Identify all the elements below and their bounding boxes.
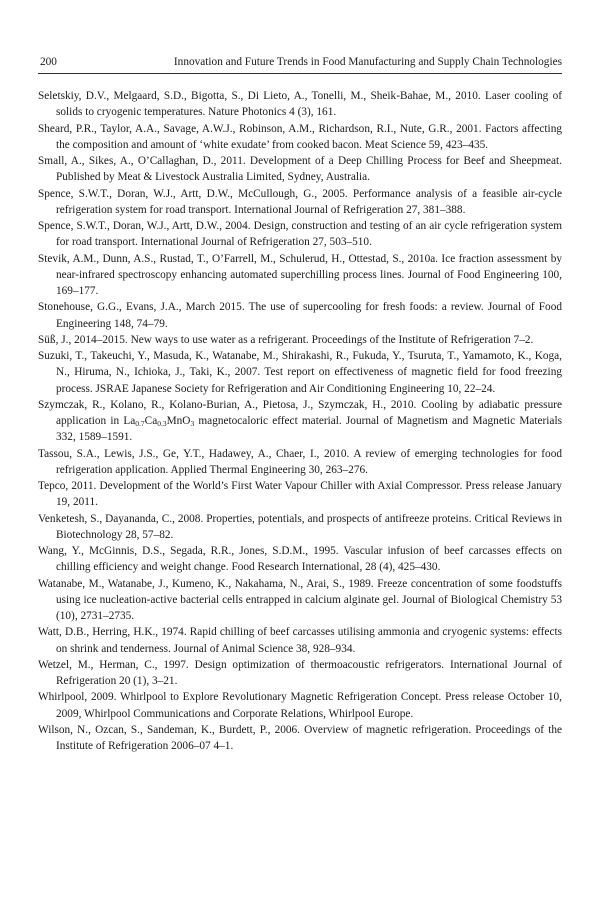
- reference-entry: Venketesh, S., Dayananda, C., 2008. Properties, potentials, and prospects of antifreeze proteins. Critical Reviews in Biotechnology 28, 57–82.: [38, 512, 562, 541]
- reference-entry: Suzuki, T., Takeuchi, Y., Masuda, K., Watanabe, M., Shirakashi, R., Fukuda, Y., Tsuruta, T., Yamamoto, K., Koga, N., Hiruma, N., Ichioka, J., Taki, K., 2007. Test report on effectiveness of magnetic field for food freezing process. JSRAE Japanese Society for Refrigeration and Air Conditioning Engineering 10, 22–24.: [38, 350, 562, 395]
- chemical-formula: $La_{0.7}Ca_{0.3}MnO_3$: [123, 415, 195, 428]
- reference-entry: Stevik, A.M., Dunn, A.S., Rustad, T., O’Farrell, M., Schulerud, H., Ottestad, S., 2010a. Ice fraction assessment by near-infrared spectroscopy enhancing automated superchilling process lines. Journal of Food Engineering 100, 169–177.: [38, 252, 562, 297]
- reference-entry: Wilson, N., Ozcan, S., Sandeman, K., Burdett, P., 2006. Overview of magnetic refrigeration. Proceedings of the Institute of Refrigeration 2006–07 4–1.: [38, 723, 562, 752]
- reference-entry: Watt, D.B., Herring, H.K., 1974. Rapid chilling of beef carcasses utilising ammonia and cryogenic systems: effects on shrink and tenderness. Journal of Animal Science 38, 928–934.: [38, 626, 562, 655]
- reference-entry: Small, A., Sikes, A., O’Callaghan, D., 2011. Development of a Deep Chilling Process for Beef and Sheepmeat. Published by Meat & Livestock Australia Limited, Sydney, Australia.: [38, 155, 562, 184]
- reference-entry: Spence, S.W.T., Doran, W.J., Artt, D.W., 2004. Design, construction and testing of an air cycle refrigeration system for road transport. International Journal of Refrigeration 27, 503–510.: [38, 220, 562, 249]
- reference-entry: Watanabe, M., Watanabe, J., Kumeno, K., Nakahama, N., Arai, S., 1989. Freeze concentration of some foodstuffs using ice nucleation-active bacterial cells entrapped in calcium alginate gel. Journal of Biological Chemistry 53 (10), 2731–2735.: [38, 577, 562, 622]
- reference-entry: Süß, J., 2014–2015. New ways to use water as a refrigerant. Proceedings of the Institute of Refrigeration 7–2.: [38, 333, 534, 346]
- reference-entry: Sheard, P.R., Taylor, A.A., Savage, A.W.J., Robinson, A.M., Richardson, R.I., Nute, G.R., 2001. Factors affecting the composition and amount of ‘white exudate’ from cooked bacon. Meat Science 59, 423–435.: [38, 122, 562, 151]
- reference-entry: Stonehouse, G.G., Evans, J.A., March 2015. The use of supercooling for fresh foods: a review. Journal of Food Engineering 148, 74–79.: [38, 301, 562, 330]
- reference-entry: Whirlpool, 2009. Whirlpool to Explore Revolutionary Magnetic Refrigeration Concept. Press release October 10, 2009, Whirlpool Communications and Corporate Relations, Whirlpool Europe.: [38, 691, 562, 720]
- header-rule: [38, 73, 562, 74]
- reference-entry: Seletskiy, D.V., Melgaard, S.D., Bigotta, S., Di Lieto, A., Tonelli, M., Sheik-Bahae, M., 2010. Laser cooling of solids to cryogenic temperatures. Nature Photonics 4 (3), 161.: [38, 90, 562, 119]
- page-number: 200: [40, 56, 57, 68]
- reference-list: [38, 88, 562, 754]
- reference-entry: Tepco, 2011. Development of the World’s First Water Vapour Chiller with Axial Compressor. Press release January 19, 2011.: [38, 480, 562, 509]
- running-title: Innovation and Future Trends in Food Manufacturing and Supply Chain Technologies: [173, 56, 562, 68]
- reference-entry: Spence, S.W.T., Doran, W.J., Artt, D.W., McCullough, G., 2005. Performance analysis of a feasible air-cycle refrigeration system for road transport. International Journal of Refrigeration 27, 381–388.: [38, 187, 562, 216]
- page-header: [38, 53, 562, 71]
- reference-entry: Wetzel, M., Herman, C., 1997. Design optimization of thermoacoustic refrigerators. International Journal of Refrigeration 20 (1), 3–21.: [38, 658, 562, 687]
- reference-entry: Wang, Y., McGinnis, D.S., Segada, R.R., Jones, S.D.M., 1995. Vascular infusion of beef carcasses effects on chilling efficiency and weight change. Food Research International, 28 (4), 425–430.: [38, 545, 562, 574]
- reference-entry: Szymczak, R., Kolano, R., Kolano-Burian, A., Pietosa, J., Szymczak, H., 2010. Cooling by adiabatic pressure application in $La_{0.7}Ca_{0.3}MnO_3$ magnetocaloric effect material. Journal of Magnetism and Magnetic Materials 332, 1589–1591.: [38, 398, 562, 444]
- reference-entry: Tassou, S.A., Lewis, J.S., Ge, Y.T., Hadawey, A., Chaer, I., 2010. A review of emerging technologies for food refrigeration application. Applied Thermal Engineering 30, 263–276.: [38, 447, 562, 476]
